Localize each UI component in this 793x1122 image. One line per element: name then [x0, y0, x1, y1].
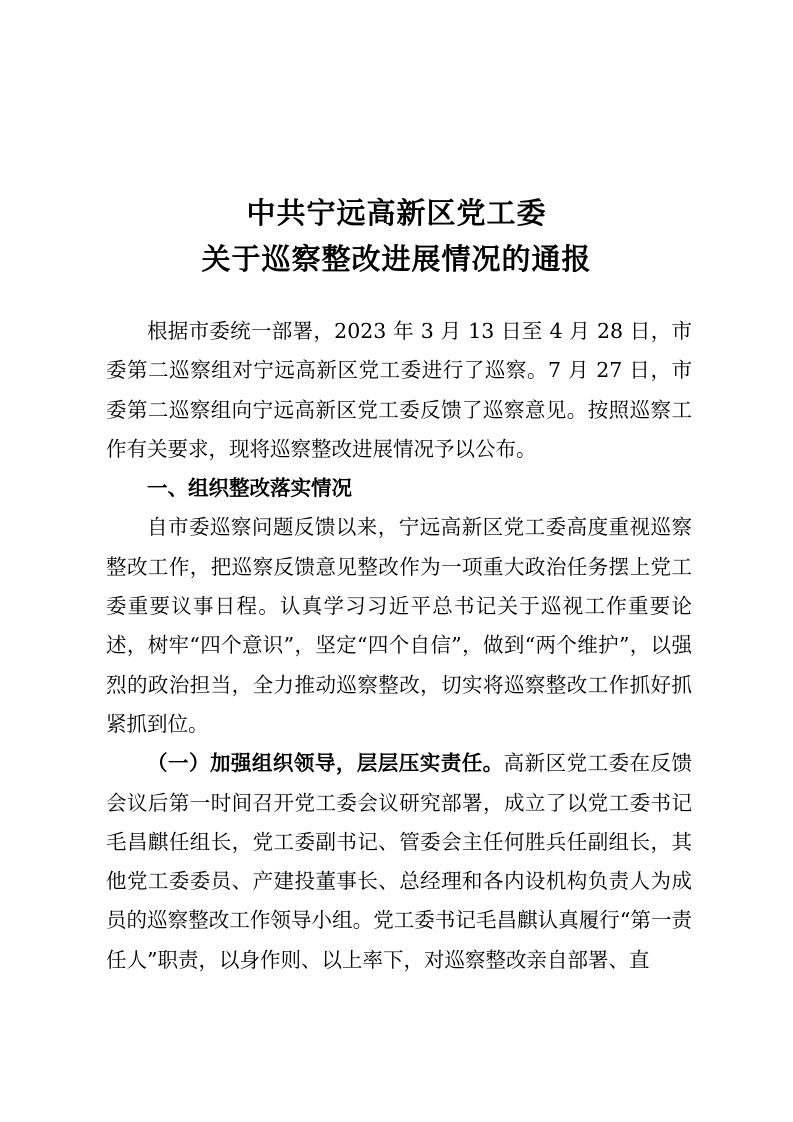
subsection-text: 高新区党工委在反馈会议后第一时间召开党工委会议研究部署，成立了以党工委书记毛昌麒任组长，党工委副书记、管委会主任何胜兵任副组长，其他党工委委员、产建投董事长、总经理和各内设机构负责人为成员的巡察整改工作领导小组。党工委书记毛昌麒认真履行“第一责任人”职责，以身作则、以上率下，对巡察整改亲自部署、直: [106, 751, 693, 972]
document-title: [0, 190, 793, 282]
section-heading-1: 一、组织整改落实情况: [147, 476, 352, 501]
subsection-lead: （一）加强组织领导，层层压实责任。: [147, 751, 504, 776]
paragraph-intro: 根据市委统一部署，2023 年 3 月 13 日至 4 月 28 日，市委第二巡察组对宁远高新区党工委进行了巡察。7 月 27 日，市委第二巡察组向宁远高新区党工委反馈了巡察意见。按照巡察工作有关要求，现将巡察整改进展情况予以公布。: [106, 319, 692, 461]
paragraph-subsection-1: [106, 744, 692, 980]
title-line-2: 关于巡察整改进展情况的通报: [201, 242, 592, 276]
paragraph-section-1: 自市委巡察问题反馈以来，宁远高新区党工委高度重视巡察整改工作，把巡察反馈意见整改作为一项重大政治任务摆上党工委重要议事日程。认真学习习近平总书记关于巡视工作重要论述，树牢“四个意识”，坚定“四个自信”，做到“两个维护”，以强烈的政治担当，全力推动巡察整改，切实将巡察整改工作抓好抓紧抓到位。: [106, 515, 692, 736]
title-line-1: 中共宁远高新区党工委: [246, 196, 547, 230]
document-body: [106, 312, 692, 980]
